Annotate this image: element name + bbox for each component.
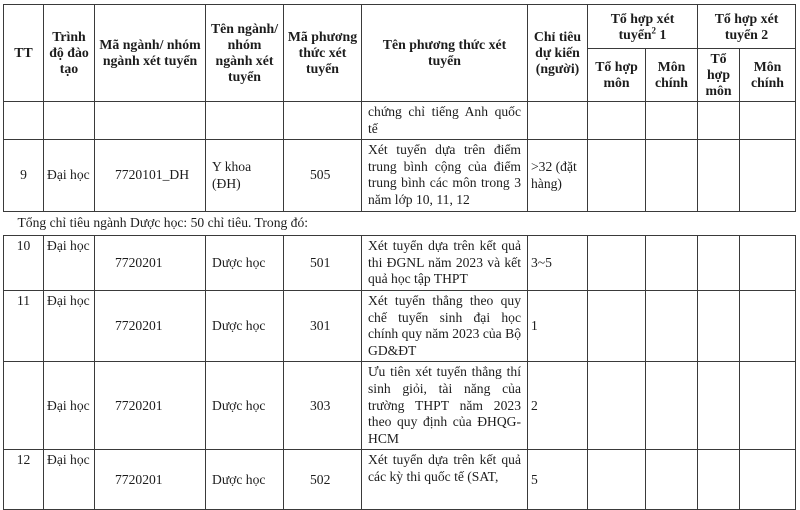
method-name-cell: Xét tuyển dựa trên điểm trung bình cộng của điểm trung bình các môn trong 3 năm lớp 10, 11, 12 [362,140,528,212]
header-to-hop-1-num: 1 [656,26,667,42]
tt-cell [4,362,44,450]
header-chi-tieu: Chỉ tiêu dự kiến (người) [528,5,588,102]
tt-cell: 12 [4,450,44,510]
header-tt: TT [4,5,44,102]
quota-cell: >32 (đặt hàng) [528,140,588,212]
table-row [4,102,796,140]
method-name-cell: Ưu tiên xét tuyển thẳng thí sinh giỏi, tài năng của trường THPT năm 2023 theo quy định của ĐHQG-HCM [362,362,528,450]
method-code-cell: 301 [284,290,362,361]
table-row [4,450,796,510]
header-to-hop-1-text: Tổ hợp xét tuyển [610,10,675,42]
table-row [4,140,796,212]
tt-cell: 9 [4,140,44,212]
code-cell: 7720201 [95,450,206,510]
level-cell: Đại học [44,362,95,450]
quota-cell: 2 [528,362,588,450]
header-to-hop-1-sup: 2 [651,24,657,35]
summary-row [4,212,796,236]
header-ma-phuong-thuc: Mã phương thức xét tuyển [284,5,362,102]
admission-quota-table [3,4,796,510]
header-mon-chinh-1: Môn chính [646,49,698,102]
method-name-cell: Xét tuyển thẳng theo quy chế tuyển sinh đại học chính quy năm 2023 của Bộ GD&ĐT [362,290,528,361]
method-name-cell: Xét tuyển dựa trên kết quả thi ĐGNL năm 2023 và kết quả học tập THPT [362,236,528,291]
method-code-cell: 501 [284,236,362,291]
level-cell: Đại học [44,450,95,510]
method-code-cell: 502 [284,450,362,510]
method-code-cell: 303 [284,362,362,450]
code-cell: 7720201 [95,236,206,291]
quota-cell: 3~5 [528,236,588,291]
major-name-cell: Dược học [206,290,284,361]
table-row [4,362,796,450]
tt-cell: 11 [4,290,44,361]
header-ma-nganh: Mã ngành/ nhóm ngành xét tuyển [95,5,206,102]
header-mon-chinh-2: Môn chính [740,49,796,102]
code-cell: 7720201 [95,362,206,450]
header-ten-nganh: Tên ngành/ nhóm ngành xét tuyển [206,5,284,102]
tt-cell: 10 [4,236,44,291]
quota-cell: 1 [528,290,588,361]
method-code-cell: 505 [284,140,362,212]
table-row [4,290,796,361]
major-name-cell: Y khoa (ĐH) [206,140,284,212]
level-cell: Đại học [44,290,95,361]
header-to-hop-1 [588,5,698,49]
header-trinh-do: Trình độ đào tạo [44,5,95,102]
quota-cell: 5 [528,450,588,510]
header-to-hop-2: Tổ hợp xét tuyển 2 [698,5,796,49]
header-to-hop-mon-1: Tổ hợp môn [588,49,646,102]
header-ten-phuong-thuc: Tên phương thức xét tuyển [362,5,528,102]
level-cell: Đại học [44,140,95,212]
level-cell: Đại học [44,236,95,291]
major-name-cell: Dược học [206,236,284,291]
major-name-cell: Dược học [206,362,284,450]
method-name-cell: chứng chỉ tiếng Anh quốc tế [362,102,528,140]
summary-text: Tổng chỉ tiêu ngành Dược học: 50 chỉ tiêu. Trong đó: [4,212,796,236]
table-row [4,236,796,291]
method-name-cell: Xét tuyển dựa trên kết quả các kỳ thi quốc tế (SAT, [362,450,528,510]
code-cell: 7720101_DH [95,140,206,212]
header-to-hop-mon-2: Tổ hợp môn [698,49,740,102]
code-cell: 7720201 [95,290,206,361]
major-name-cell: Dược học [206,450,284,510]
